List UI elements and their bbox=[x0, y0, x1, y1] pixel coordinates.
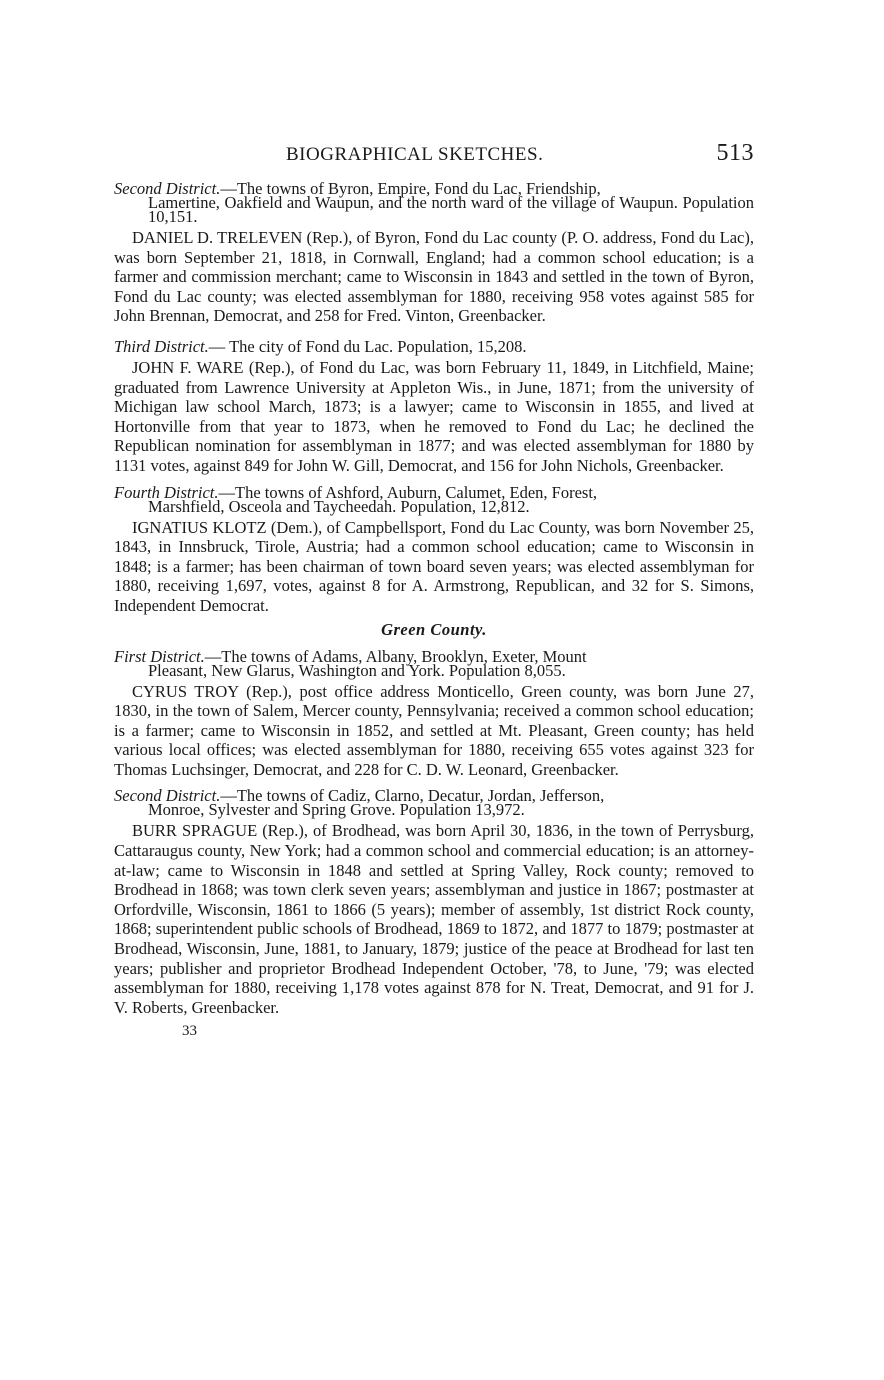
district-description: —The towns of Ashford, Auburn, Calumet, Eden, Forest, bbox=[218, 482, 598, 502]
book-page bbox=[114, 138, 754, 1040]
district-heading bbox=[114, 646, 754, 680]
district-description-continued: Monroe, Sylvester and Spring Grove. Population 13,972. bbox=[148, 800, 525, 820]
district-heading bbox=[114, 786, 754, 820]
district-heading bbox=[114, 482, 754, 516]
district-description: —The towns of Adams, Albany, Brooklyn, Exeter, Mount bbox=[204, 646, 587, 666]
page-header bbox=[114, 138, 754, 172]
signature-mark: 33 bbox=[182, 1023, 197, 1040]
page-number: 513 bbox=[716, 140, 754, 166]
district-heading bbox=[114, 336, 754, 356]
district-label: First District. bbox=[114, 646, 205, 666]
district-description: — The city of Fond du Lac. Population, 15,208. bbox=[208, 336, 527, 356]
running-title: BIOGRAPHICAL SKETCHES. bbox=[286, 144, 544, 165]
district-description-continued: Marshfield, Osceola and Taycheedah. Population, 12,812. bbox=[148, 496, 530, 516]
district-label: Fourth District. bbox=[114, 482, 219, 502]
district-description: —The towns of Byron, Empire, Fond du Lac, Friendship, bbox=[220, 179, 601, 198]
district-label: Second District. bbox=[114, 179, 221, 198]
biography-paragraph: CYRUS TROY (Rep.), post office address Monticello, Green county, was born June 27, 1830, in the town of Salem, Mercer county, Pennsylvania; received a common school education; is a farmer; came to Wisconsin in 1852, and settled at Mt. Pleasant, Green county; has held various local offices; was elected assemblyman for 1880, receiving 655 votes against 323 for Thomas Luchsinger, Democrat, and 228 for C. D. W. Leonard, Greenbacker. bbox=[114, 681, 754, 779]
district-label: Second District. bbox=[114, 786, 221, 806]
district-heading bbox=[114, 179, 754, 226]
biography-paragraph: BURR SPRAGUE (Rep.), of Brodhead, was born April 30, 1836, in the town of Perrysburg, Cattaraugus county, New York; had a common school and commercial education; is an attorney-at-law; came to Wisconsin in 1848 and settled at Spring Valley, Rock county; removed to Brodhead in 1868; was town clerk seven years; assemblyman and justice in 1867; postmaster at Orfordville, Wisconsin, 1861 to 1866 (5 years); member of assembly, 1st district Rock county, 1868; superintendent public schools of Brodhead, 1869 to 1872, and 1877 to 1879; postmaster at Brodhead, Wisconsin, June, 1881, to January, 1879; justice of the peace at Brodhead for last ten years; publisher and proprietor Brodhead Independent October, '78, to June, '79; was elected assemblyman for 1880, receiving 1,178 votes against 878 for N. Treat, Democrat, and 91 for J. V. Roberts, Greenbacker. bbox=[114, 821, 754, 1017]
biography-paragraph: DANIEL D. TRELEVEN (Rep.), of Byron, Fond du Lac county (P. O. address, Fond du Lac), was born September 21, 1818, in Cornwall, England; had a common school education; is a farmer and commission merchant; came to Wisconsin in 1843 and settled in the town of Byron, Fond du Lac county; was elected assemblyman for 1880, receiving 958 votes against 585 for John Brennan, Democrat, and 258 for Fred. Vinton, Greenbacker. bbox=[114, 228, 754, 326]
county-heading: Green County. bbox=[381, 619, 487, 639]
district-label: Third District. bbox=[114, 336, 209, 356]
biography-paragraph: JOHN F. WARE (Rep.), of Fond du Lac, was born February 11, 1849, in Litchfield, Maine; graduated from Lawrence University at Appleton Wis., in June, 1871; from the university of Michigan law school March, 1873; is a lawyer; came to Wisconsin in 1855, and lived at Hortonville from that year to 1873, when he removed to Fond du Lac; he declined the Republican nomination for assemblyman in 1877; and was elected assemblyman for 1880 by 1131 votes, against 849 for John W. Gill, Democrat, and 156 for John Nichols, Greenbacker. bbox=[114, 357, 754, 475]
district-description-continued: Lamertine, Oakfield and Waupun, and the north ward of the village of Waupun. Population 10,151. bbox=[148, 193, 754, 226]
district-description-continued: Pleasant, New Glarus, Washington and York. Population 8,055. bbox=[148, 660, 566, 680]
district-description: —The towns of Cadiz, Clarno, Decatur, Jordan, Jefferson, bbox=[220, 786, 605, 806]
biography-paragraph: IGNATIUS KLOTZ (Dem.), of Campbellsport, Fond du Lac County, was born November 25, 1843, in Innsbruck, Tirole, Austria; had a common school education; came to Wisconsin in 1848; is a farmer; has been chairman of town board seven years; was elected assemblyman for 1880, receiving 1,697, votes, against 8 for A. Armstrong, Republican, and 32 for S. Simons, Independent Democrat. bbox=[114, 517, 754, 615]
